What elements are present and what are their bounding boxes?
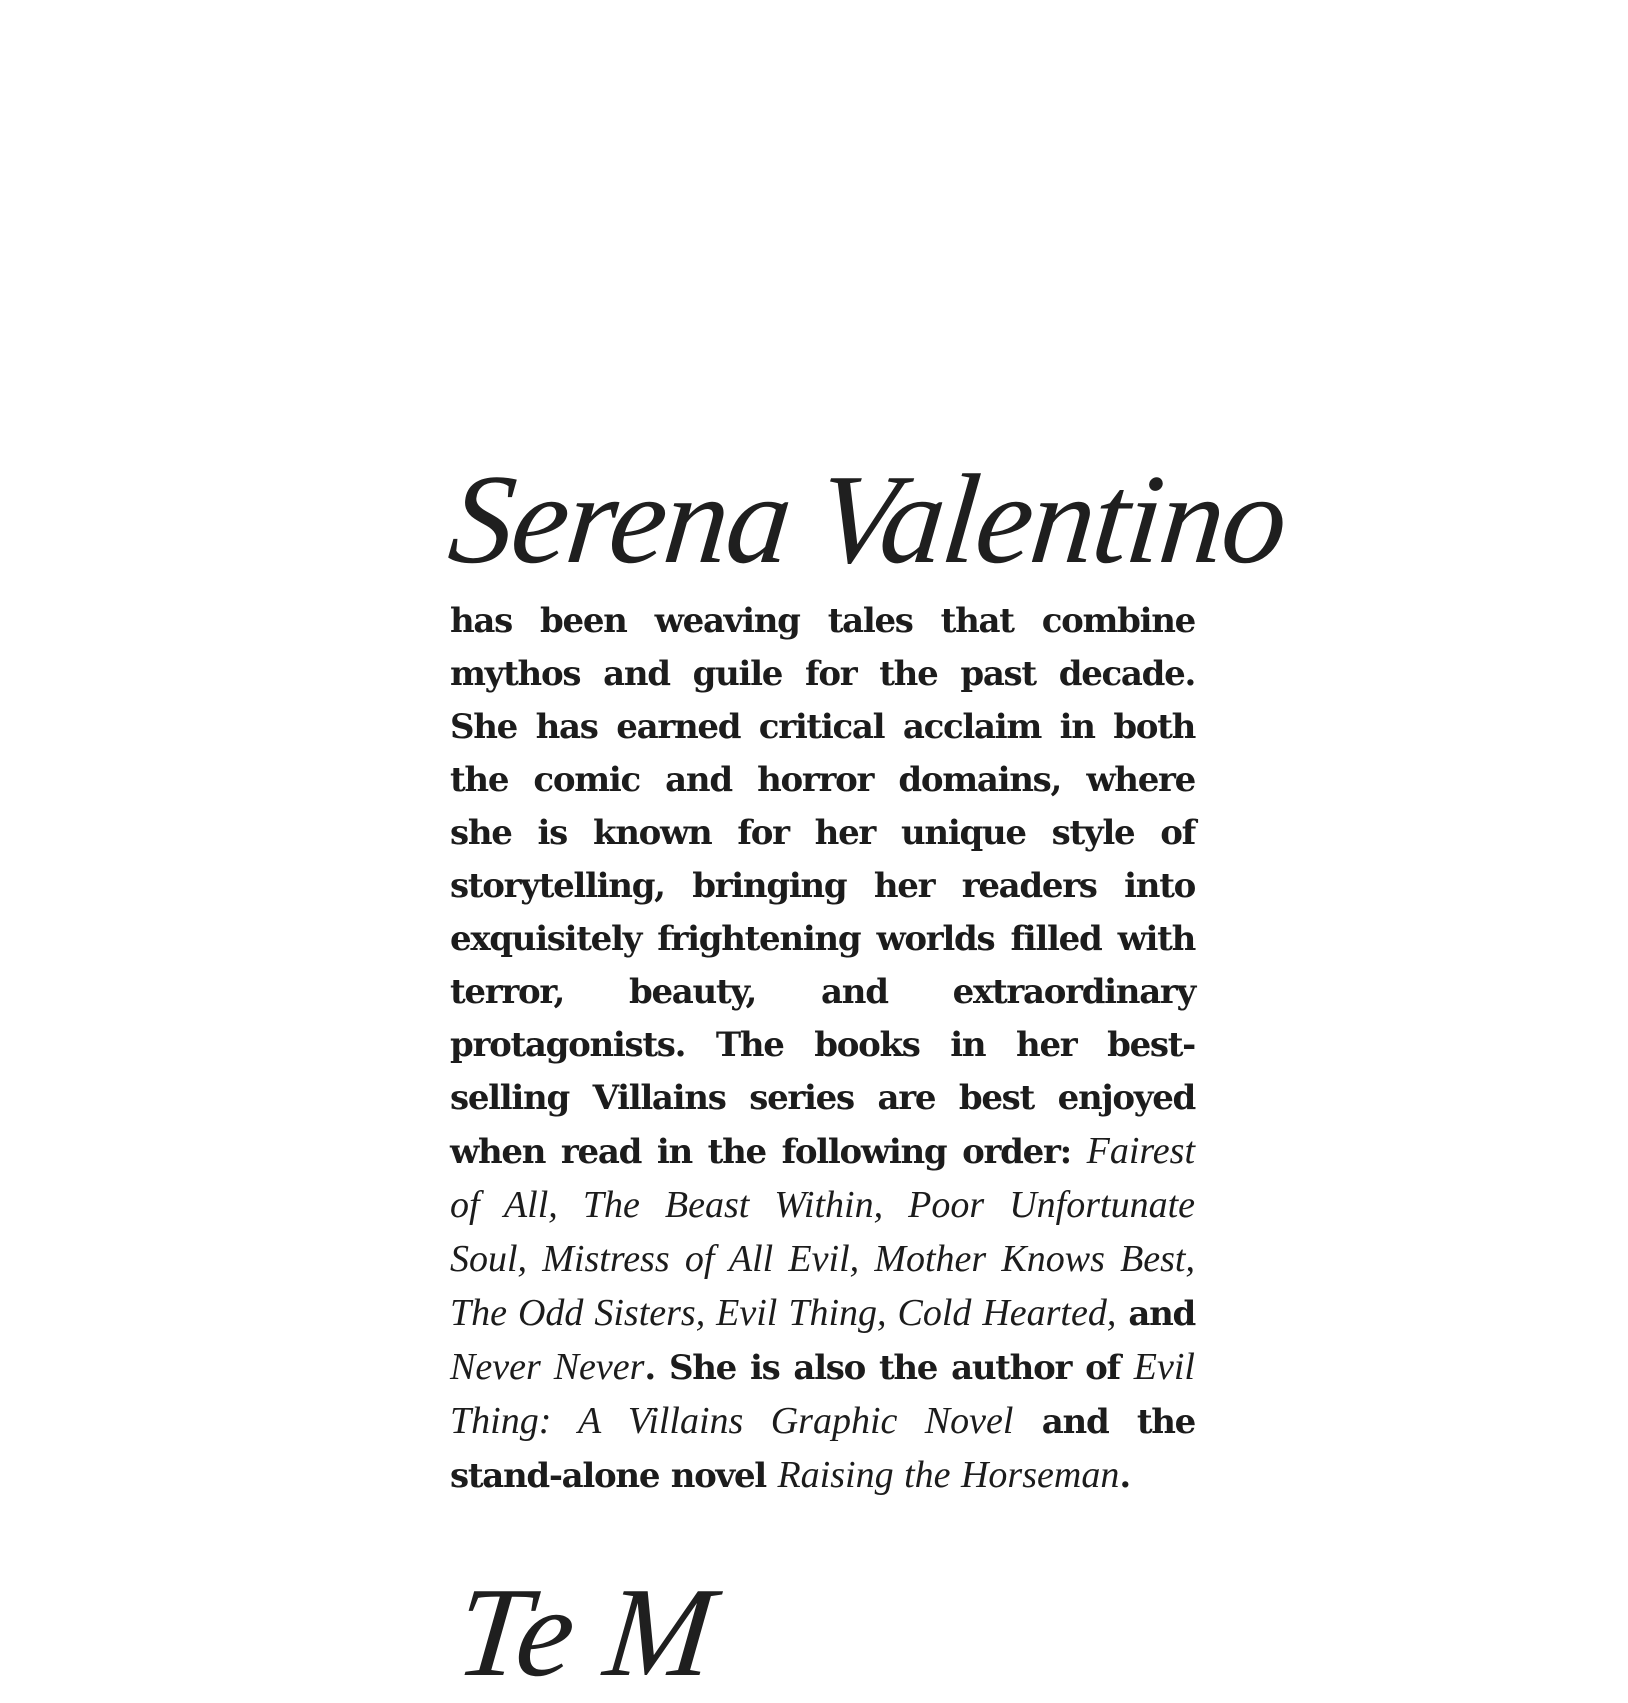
bio-text-5: .: [1119, 1456, 1130, 1496]
bio-text-3: . She is also the author of: [644, 1348, 1120, 1388]
bio-title-graphic-novel: Evil Thing: A Villains Graphic Novel: [450, 1346, 1195, 1442]
next-author-name-cropped: Te M: [450, 1561, 721, 1703]
author-name-heading: Serena Valentino: [443, 448, 1293, 590]
bio-title-raising-the-horseman: Raising the Horseman: [777, 1454, 1120, 1496]
bio-series-titles: Fairest of All, The Beast Within, Poor Unfortunate Soul, Mistress of All Evil, Mother Knows Best, The Odd Sisters, Evil Thing, Cold Hearted,: [450, 1130, 1195, 1334]
author-biography: [450, 595, 1195, 1503]
author-bio-block: [443, 448, 1293, 1503]
bio-text-1: has been weaving tales that combine mythos and guile for the past decade. She has earned critical acclaim in both the comic and horror domains, where she is known for her unique style of storytelling, bringing her readers into exquisitely frightening worlds filled with terror, beauty, and extraordinary protagonists. The books in her best-selling Villains series are best enjoyed when read in the following order:: [450, 601, 1195, 1172]
bio-title-never-never: Never Never: [450, 1346, 645, 1388]
bio-text-4: and the stand-alone novel: [450, 1402, 1195, 1496]
bio-text-2: and: [1128, 1294, 1195, 1334]
